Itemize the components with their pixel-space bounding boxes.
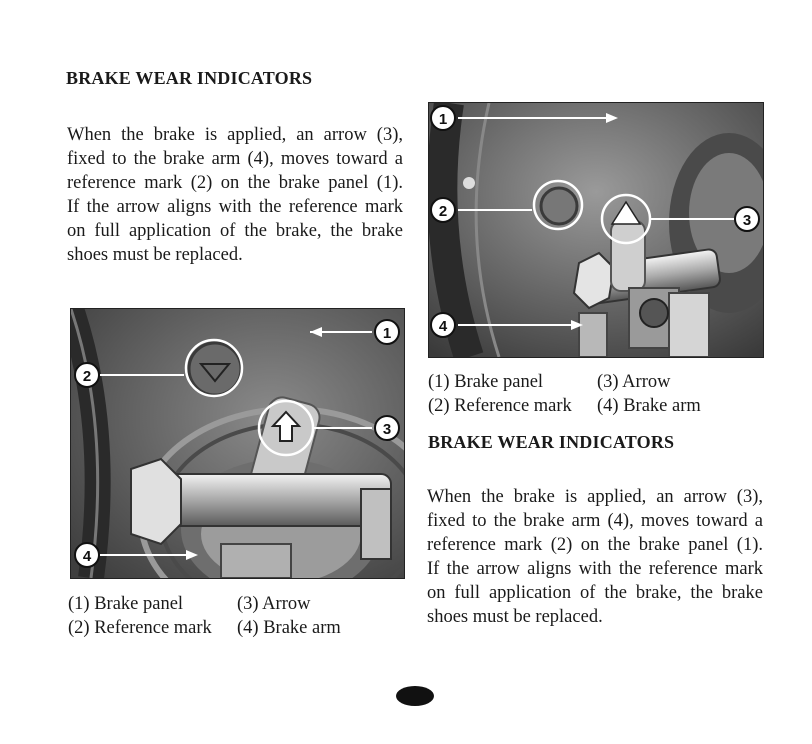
arrowhead-icon xyxy=(310,327,322,337)
arrow-up-icon xyxy=(273,412,299,441)
right-callout-overlay xyxy=(428,102,762,356)
arrowhead-icon xyxy=(571,320,583,330)
right-callout-3 xyxy=(735,207,759,231)
right-callout-2 xyxy=(431,198,455,222)
left-paragraph-line: shoes must be replaced. xyxy=(67,245,243,265)
callout-number: 1 xyxy=(382,325,392,342)
right-paragraph-line: If the arrow aligns with the reference mark xyxy=(427,559,763,579)
page-number-badge xyxy=(396,686,434,706)
left-callout-overlay xyxy=(70,308,403,577)
left-paragraph xyxy=(67,123,403,267)
right-highlight-ring-2 xyxy=(534,181,582,229)
callout-number: 4 xyxy=(438,318,448,335)
left-paragraph-line: on full application of the brake, the brake xyxy=(67,221,403,241)
left-highlight-ring-2 xyxy=(186,340,242,396)
left-callout-1 xyxy=(375,320,399,344)
left-caption-1: (1) Brake panel xyxy=(68,594,184,614)
right-heading: BRAKE WEAR INDICATORS xyxy=(428,432,675,452)
callout-number: 2 xyxy=(82,368,92,385)
right-paragraph-line: reference mark (2) on the brake panel (1). xyxy=(427,535,763,555)
left-callout-2 xyxy=(75,363,99,387)
callout-number: 2 xyxy=(438,203,448,220)
right-paragraph-line: fixed to the brake arm (4), moves toward a xyxy=(427,511,763,531)
right-paragraph xyxy=(427,485,763,629)
callout-number: 1 xyxy=(438,111,448,128)
right-callout-4 xyxy=(431,313,455,337)
callout-number: 3 xyxy=(742,212,752,229)
callout-number: 3 xyxy=(382,421,392,438)
left-paragraph-line: fixed to the brake arm (4), moves toward a xyxy=(67,149,403,169)
left-heading: BRAKE WEAR INDICATORS xyxy=(66,68,313,88)
right-caption-2: (2) Reference mark xyxy=(428,396,572,416)
left-paragraph-line: reference mark (2) on the brake panel (1). xyxy=(67,173,403,193)
right-paragraph-line: on full application of the brake, the brake xyxy=(427,583,763,603)
left-caption-2: (2) Reference mark xyxy=(68,618,212,638)
right-caption-4: (4) Brake arm xyxy=(597,396,701,416)
right-caption-1: (1) Brake panel xyxy=(428,372,544,392)
left-paragraph-line: When the brake is applied, an arrow (3), xyxy=(67,125,403,145)
right-callout-1 xyxy=(431,106,455,130)
left-callout-4 xyxy=(75,543,99,567)
left-paragraph-line: If the arrow aligns with the reference mark xyxy=(67,197,403,217)
arrow-up-icon xyxy=(612,202,640,224)
left-callout-3 xyxy=(375,416,399,440)
right-paragraph-line: When the brake is applied, an arrow (3), xyxy=(427,487,763,507)
arrowhead-icon xyxy=(186,550,198,560)
arrowhead-icon xyxy=(606,113,618,123)
right-paragraph-line: shoes must be replaced. xyxy=(427,607,603,627)
right-caption-3: (3) Arrow xyxy=(597,372,671,392)
left-caption-4: (4) Brake arm xyxy=(237,618,341,638)
left-caption-3: (3) Arrow xyxy=(237,594,311,614)
callout-number: 4 xyxy=(82,548,92,565)
